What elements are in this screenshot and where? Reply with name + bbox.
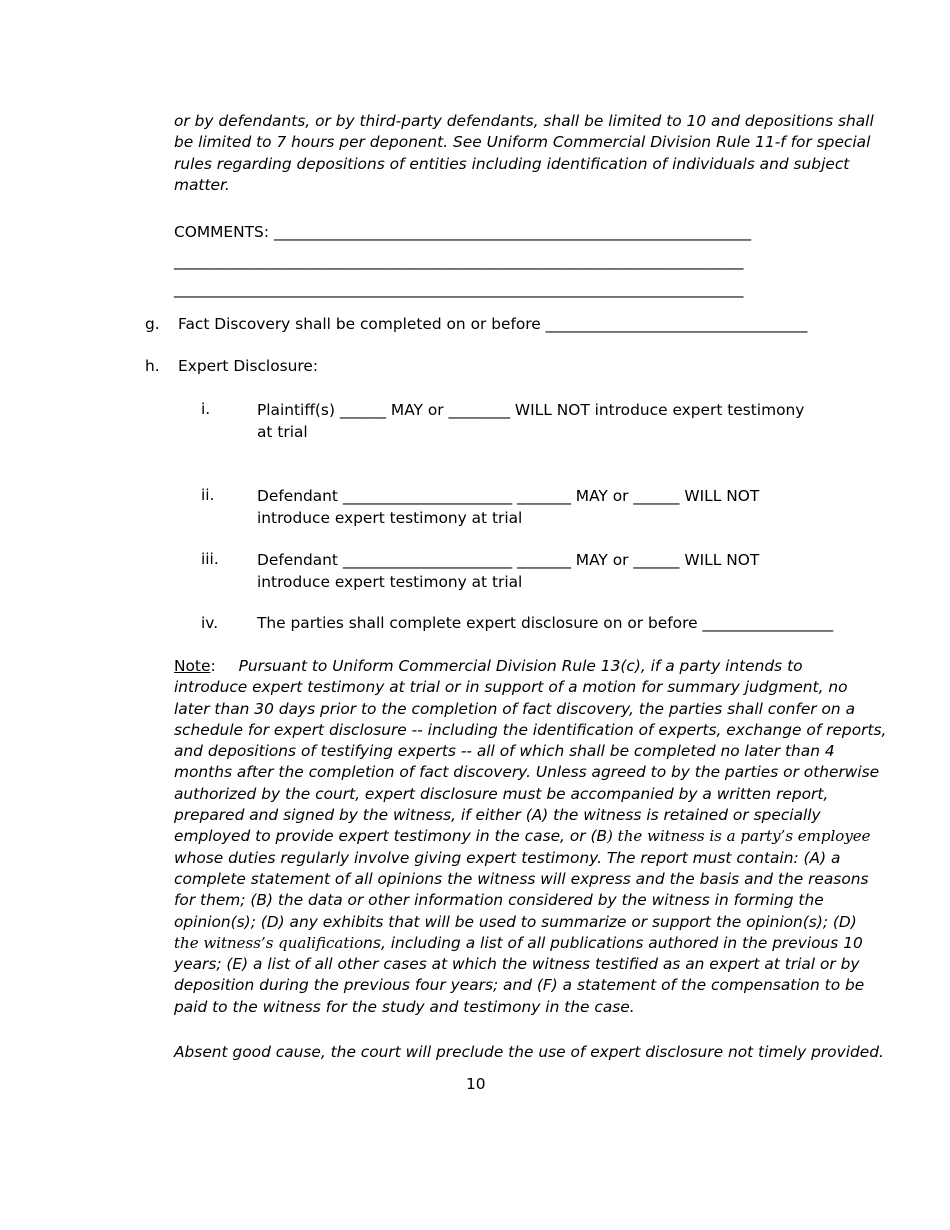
note-colon: : xyxy=(210,657,216,675)
intro-paragraph xyxy=(174,111,874,196)
comments-blank[interactable]: __________________________________________________________________________ xyxy=(174,251,744,270)
subitem-marker: ii. xyxy=(201,486,215,504)
note-line: months after the completion of fact discovery. Unless agreed to by the parties or otherwise xyxy=(174,763,880,782)
page-number: 10 xyxy=(466,1075,486,1093)
item-h-marker: h. xyxy=(145,357,160,375)
note-line: employed to provide expert testimony in the case, or (B xyxy=(174,827,608,846)
note-label: Note xyxy=(174,657,211,675)
subitem-defendant xyxy=(257,486,759,529)
subitem-marker: iv. xyxy=(201,614,219,632)
subitem-line: Defendant ______________________ _______ MAY or ______ WILL NOT xyxy=(257,551,760,569)
note-line: Pursuant to Uniform Commercial Division Rule 13(c), if a party intends to xyxy=(238,657,803,675)
intro-line: be limited to 7 hours per deponent. See Uniform Commercial Division Rule 11-f for special xyxy=(174,133,871,152)
intro-line: matter. xyxy=(174,175,230,194)
note-line: the witness’s qualificatio xyxy=(174,933,364,952)
note-line: authorized by the court, expert disclosure must be accompanied by a written report, xyxy=(174,784,829,803)
subitem-marker: i. xyxy=(201,400,211,418)
note-line: introduce expert testimony at trial or in support of a motion for summary judgment, no xyxy=(174,678,848,697)
note-line: prepared and signed by the witness, if either (A) the witness is retained or specially xyxy=(174,806,821,825)
note-line: for them; (B) the data or other information considered by the witness in forming the xyxy=(174,891,824,910)
intro-line: rules regarding depositions of entities including identification of individuals and subject xyxy=(174,154,850,173)
comments-label: COMMENTS: xyxy=(174,223,274,241)
subitem-line: Defendant ______________________ _______ MAY or ______ WILL NOT xyxy=(257,487,760,505)
expert-disclosure-heading: Expert Disclosure: xyxy=(178,357,319,375)
note-line: paid to the witness for the study and testimony in the case. xyxy=(174,997,635,1016)
note-line: complete statement of all opinions the witness will express and the basis and the reasons xyxy=(174,869,869,888)
note-line: years; (E) a list of all other cases at which the witness testified as an expert at trial or by xyxy=(174,955,860,974)
note-line: opinion(s); (D) any exhibits that will be used to summarize or support the opinion(s); (D) xyxy=(174,912,857,931)
item-g-marker: g. xyxy=(145,315,160,333)
note-line: ns, including a list of all publications authored in the previous 10 xyxy=(363,933,863,952)
subitem-line: introduce expert testimony at trial xyxy=(257,572,523,591)
intro-line: or by defendants, or by third-party defendants, shall be limited to 10 and depositions shall xyxy=(174,112,874,130)
subitem-defendant xyxy=(257,550,759,593)
note-line: deposition during the previous four years; and (F) a statement of the compensation to be xyxy=(174,976,865,995)
subitem-line: at trial xyxy=(257,422,308,441)
note-line: whose duties regularly involve giving expert testimony. The report must contain: (A) a xyxy=(174,848,841,867)
note-paragraph xyxy=(174,656,887,1018)
note-line: ) the witness is a party’s employee xyxy=(607,827,871,846)
closing-sentence: Absent good cause, the court will preclude the use of expert disclosure not timely provided. xyxy=(174,1043,884,1061)
subitem-line: Plaintiff(s) ______ MAY or ________ WILL NOT introduce expert testimony xyxy=(257,401,805,419)
comments-blank[interactable]: __________________________________________________________________________ xyxy=(174,280,744,298)
subitem-line: introduce expert testimony at trial xyxy=(257,508,523,527)
fact-discovery-line: Fact Discovery shall be completed on or before __________________________________ xyxy=(178,315,808,333)
comments-blank[interactable]: ______________________________________________________________ xyxy=(273,223,752,241)
note-line: schedule for expert disclosure -- including the identification of experts, exchange of reports, xyxy=(174,720,887,739)
note-line: and depositions of testifying experts -- all of which shall be completed no later than 4 xyxy=(174,742,835,761)
subitem-marker: iii. xyxy=(201,550,219,568)
note-line: later than 30 days prior to the completion of fact discovery, the parties shall confer on a xyxy=(174,699,856,718)
subitem-plaintiff xyxy=(257,400,804,443)
subitem-expert-deadline: The parties shall complete expert disclosure on or before _________________ xyxy=(257,614,834,632)
comments-section xyxy=(174,218,864,304)
